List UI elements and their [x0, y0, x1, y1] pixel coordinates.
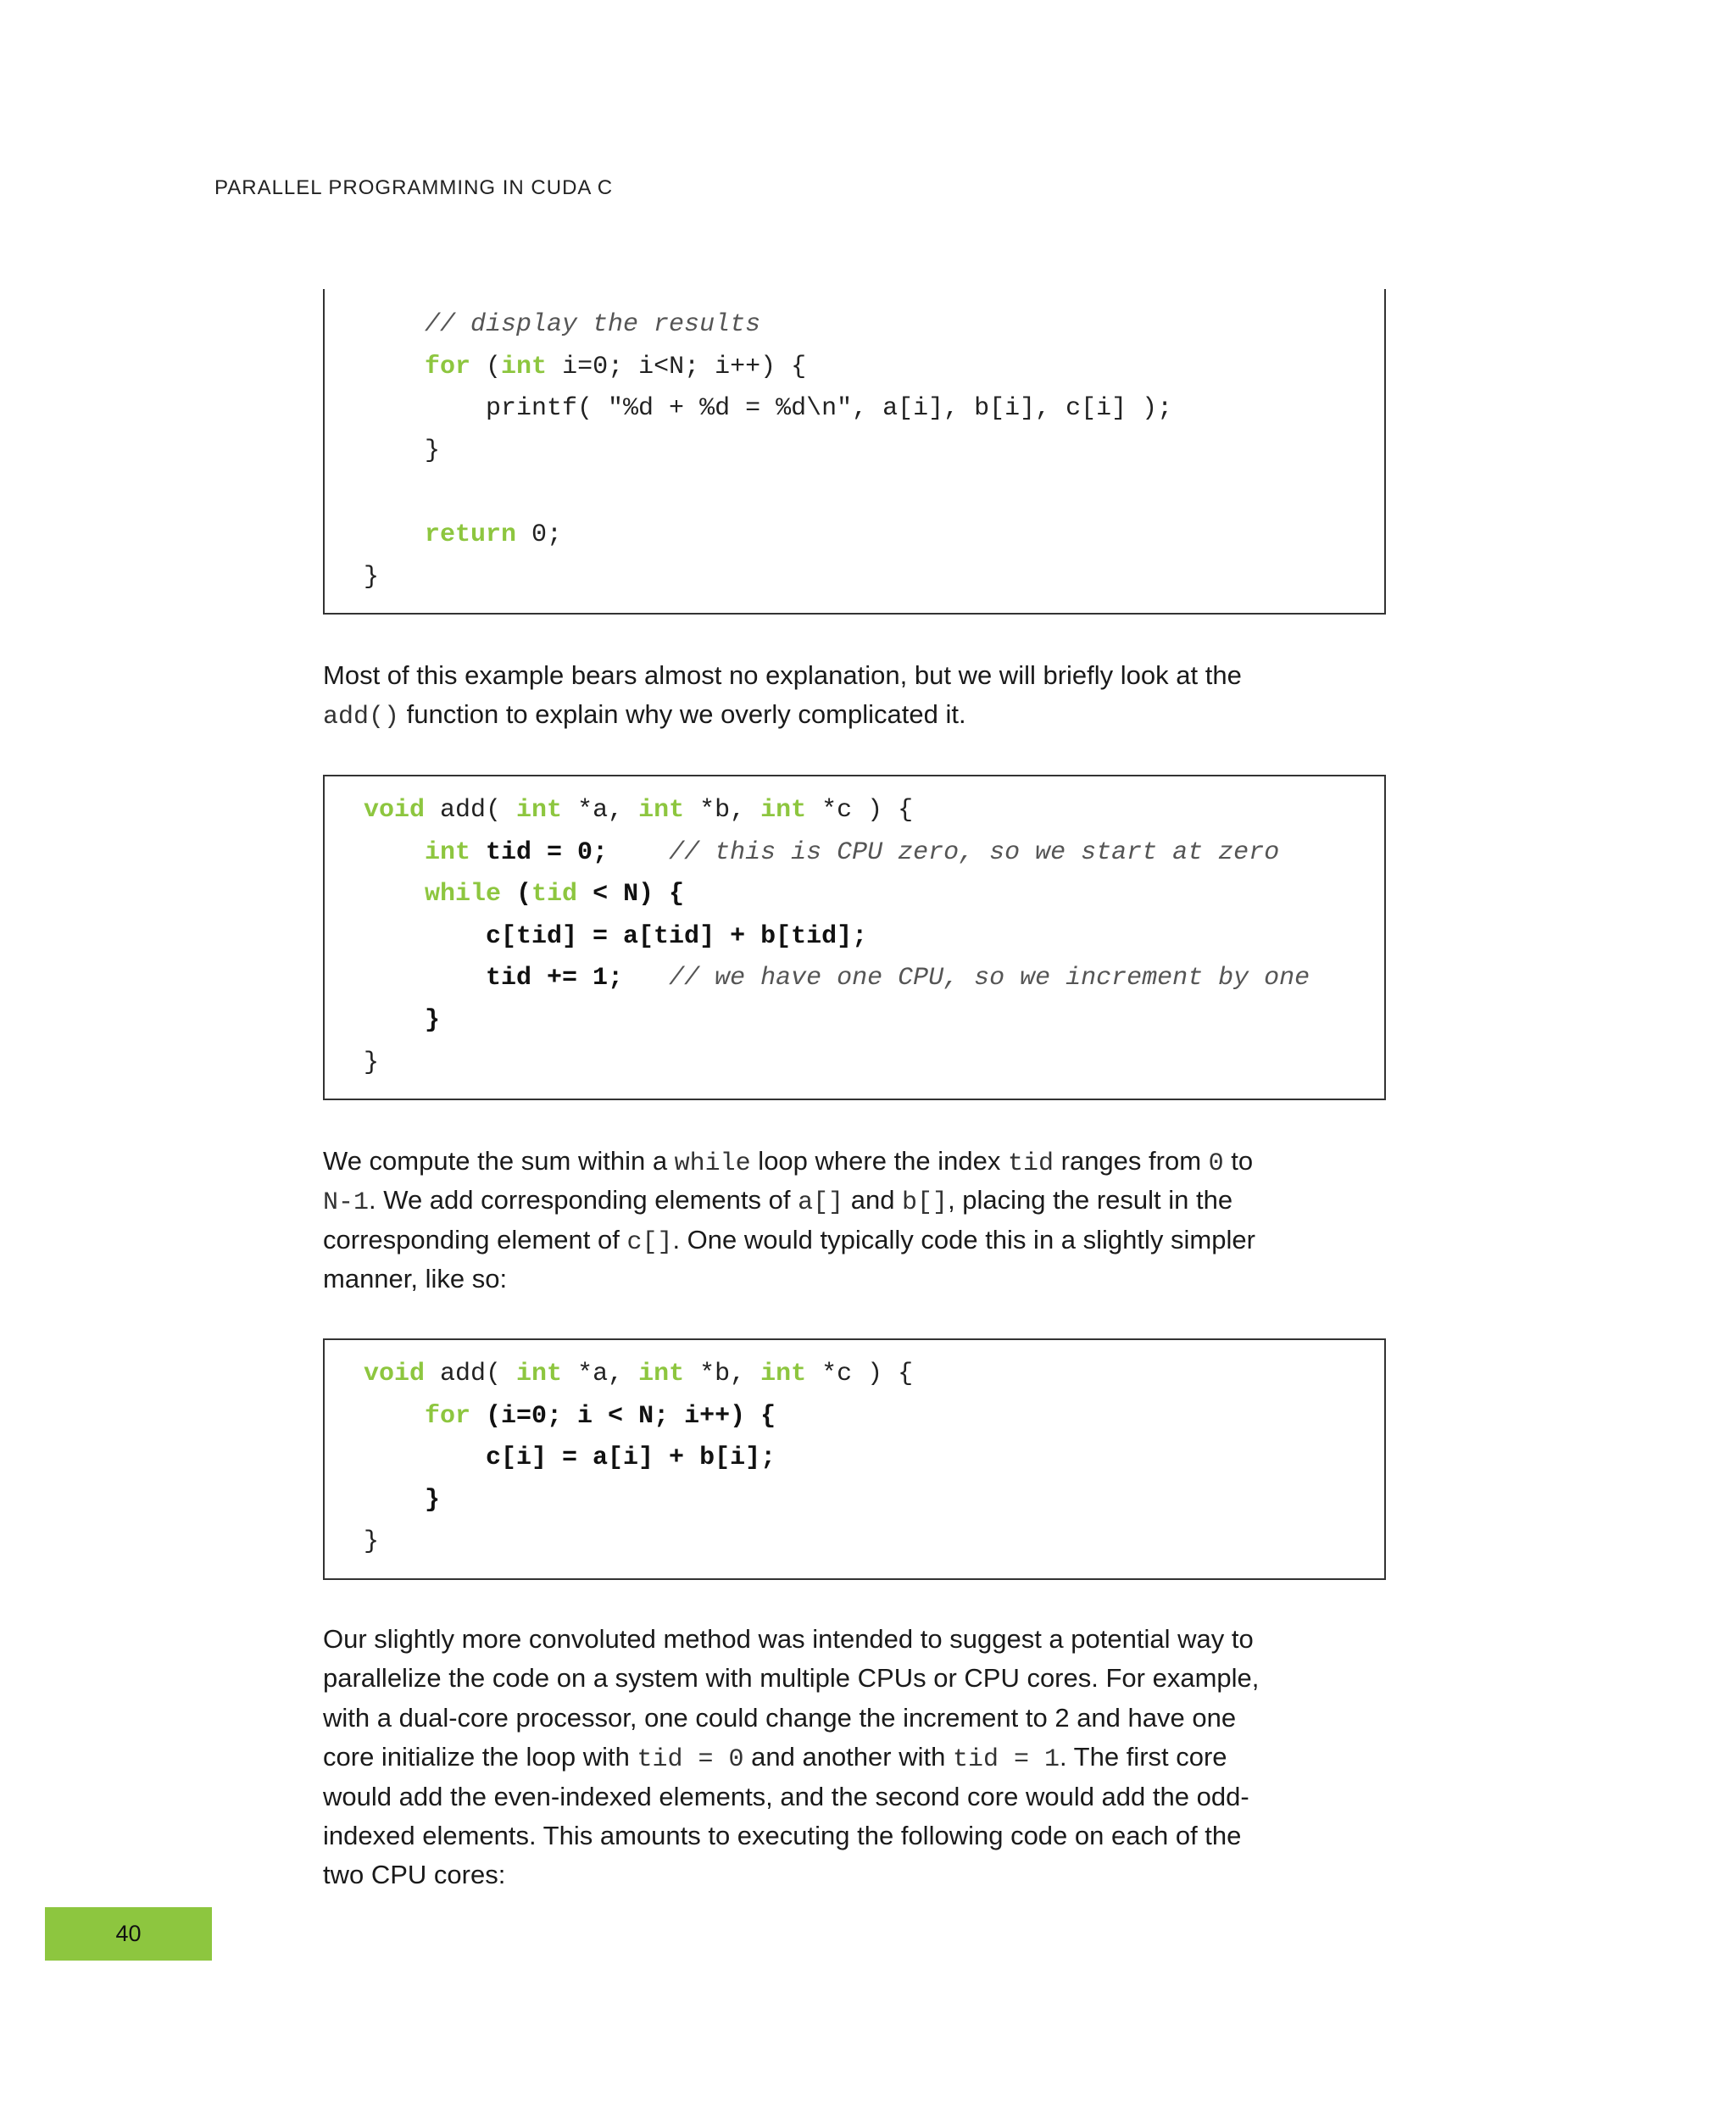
code-text: } [364, 1048, 380, 1077]
running-head: PARALLEL PROGRAMMING IN CUDA C [214, 176, 614, 199]
code-block-display-results [323, 289, 1386, 615]
paragraph-line [323, 1699, 1399, 1738]
code-text: add( [425, 796, 517, 825]
text-run: . The first core [1060, 1742, 1227, 1772]
paragraph-line [323, 1221, 1399, 1260]
code-line [364, 557, 1384, 599]
code-text: *c ) { [806, 796, 914, 825]
code-keyword: return [425, 520, 517, 549]
code-line [364, 388, 1384, 431]
code-line [364, 1354, 1384, 1396]
text-run: Most of this example bears almost no explanation, but we will briefly look at the [323, 660, 1242, 690]
code-text: 0; [516, 520, 563, 549]
code-text: } [364, 1485, 441, 1515]
code-text: } [364, 1527, 380, 1557]
code-line [364, 832, 1384, 875]
text-run: ranges from [1054, 1146, 1209, 1176]
code-keyword: int [638, 796, 685, 825]
inline-code: N-1 [323, 1188, 370, 1218]
code-text: < N) { [577, 880, 685, 910]
paragraph-line [323, 1738, 1399, 1777]
text-run: We compute the sum within a [323, 1146, 675, 1176]
code-line [364, 304, 1384, 347]
code-line [364, 874, 1384, 916]
paragraph-parallel-idea [323, 1620, 1399, 1895]
code-text: *b, [684, 1360, 761, 1388]
inline-code: c[] [626, 1227, 673, 1257]
text-run: Our slightly more convoluted method was intended to suggest a potential way to [323, 1624, 1254, 1654]
paragraph-while-explanation [323, 1142, 1399, 1299]
code-line [364, 916, 1384, 959]
code-text [364, 520, 425, 549]
code-text: *a, [562, 1360, 639, 1388]
code-keyword: int [638, 1360, 685, 1388]
code-line [364, 1396, 1384, 1438]
paragraph-line [323, 1260, 1399, 1299]
code-keyword: int [425, 837, 471, 867]
paragraph-line [323, 1777, 1399, 1816]
text-run: indexed elements. This amounts to executing the following code on each of the [323, 1820, 1242, 1850]
inline-code: tid [1008, 1149, 1054, 1178]
code-keyword: int [516, 1360, 563, 1388]
code-comment: // we have one CPU, so we increment by one [669, 964, 1310, 993]
code-keyword: void [364, 1360, 426, 1388]
text-run: corresponding element of [323, 1224, 627, 1254]
code-block-add-while [323, 775, 1386, 1100]
code-text: i=0; i<N; i++) { [547, 352, 807, 381]
text-run: and [843, 1185, 903, 1216]
code-text [364, 1402, 425, 1431]
inline-code: b[] [902, 1188, 949, 1218]
paragraph-line [323, 1620, 1399, 1659]
code-block-add-for [323, 1338, 1386, 1580]
code-text: (i=0; i < N; i++) { [470, 1401, 776, 1431]
code-comment: // display the results [364, 310, 761, 339]
code-comment: // this is CPU zero, so we start at zero [669, 837, 1280, 867]
inline-code: tid = 0 [637, 1745, 744, 1775]
text-run: . One would typically code this in a slightly simpler [672, 1224, 1255, 1254]
code-keyword: tid [531, 880, 578, 910]
code-line [364, 1000, 1384, 1043]
code-line [364, 1522, 1384, 1564]
text-run: . We add corresponding elements of [369, 1185, 798, 1216]
paragraph-line [323, 656, 1399, 695]
code-text: ( [501, 880, 532, 910]
code-text: tid = 0; [470, 837, 670, 867]
code-line [364, 1438, 1384, 1480]
code-keyword: void [364, 796, 426, 825]
text-run: , placing the result in the [948, 1185, 1233, 1216]
code-line [364, 1480, 1384, 1522]
code-text: printf( "%d + %d = %d\n", a[i], b[i], c[i] ); [364, 394, 1173, 424]
inline-code: a[] [798, 1188, 844, 1218]
code-text [364, 880, 425, 909]
text-run: manner, like so: [323, 1264, 508, 1294]
code-text: } [364, 562, 380, 592]
code-keyword: for [425, 1401, 471, 1431]
text-run: two CPU cores: [323, 1860, 506, 1890]
code-keyword: for [425, 352, 471, 381]
code-line [364, 431, 1384, 473]
inline-code: add() [323, 703, 400, 732]
text-run: function to explain why we overly complicated it. [399, 699, 966, 730]
inline-code: tid = 1 [952, 1745, 1060, 1775]
text-run: loop where the index [750, 1146, 1008, 1176]
code-text: } [364, 436, 441, 465]
code-keyword: while [425, 880, 502, 910]
text-run: would add the even-indexed elements, and the second core would add the odd- [323, 1781, 1249, 1811]
paragraph-intro [323, 656, 1399, 735]
inline-code: 0 [1208, 1149, 1224, 1178]
code-line [364, 472, 1384, 515]
text-run: core initialize the loop with [323, 1742, 637, 1772]
paragraph-line [323, 1181, 1399, 1220]
code-keyword: int [760, 1360, 807, 1388]
paragraph-line [323, 1855, 1399, 1894]
page-number-badge [45, 1907, 212, 1961]
code-line [364, 515, 1384, 557]
paragraph-line [323, 1816, 1399, 1855]
code-keyword: int [501, 352, 548, 381]
code-line [364, 347, 1384, 389]
code-text: c[tid] = a[tid] + b[tid]; [364, 921, 868, 951]
paragraph-line [323, 695, 1399, 734]
code-text: } [364, 1005, 441, 1035]
code-keyword: int [760, 796, 807, 825]
text-run: with a dual-core processor, one could change the increment to 2 and have one [323, 1702, 1237, 1733]
text-run: parallelize the code on a system with multiple CPUs or CPU cores. For example, [323, 1663, 1260, 1694]
code-text: add( [425, 1360, 517, 1388]
text-run: and another with [743, 1742, 953, 1772]
inline-code: while [674, 1149, 751, 1178]
paragraph-line [323, 1142, 1399, 1181]
code-line [364, 1043, 1384, 1085]
paragraph-line [323, 1659, 1399, 1698]
code-line [364, 790, 1384, 832]
code-text: ( [470, 352, 502, 381]
code-text: *c ) { [806, 1360, 914, 1388]
code-text: *a, [562, 796, 639, 825]
code-text: c[i] = a[i] + b[i]; [364, 1444, 776, 1473]
code-text: *b, [684, 796, 761, 825]
text-run: to [1223, 1146, 1254, 1176]
code-keyword: int [516, 796, 563, 825]
code-text [364, 353, 425, 381]
code-line [364, 958, 1384, 1000]
page-number: 40 [115, 1921, 142, 1946]
code-text: tid += 1; [364, 964, 670, 993]
code-text [364, 838, 425, 867]
